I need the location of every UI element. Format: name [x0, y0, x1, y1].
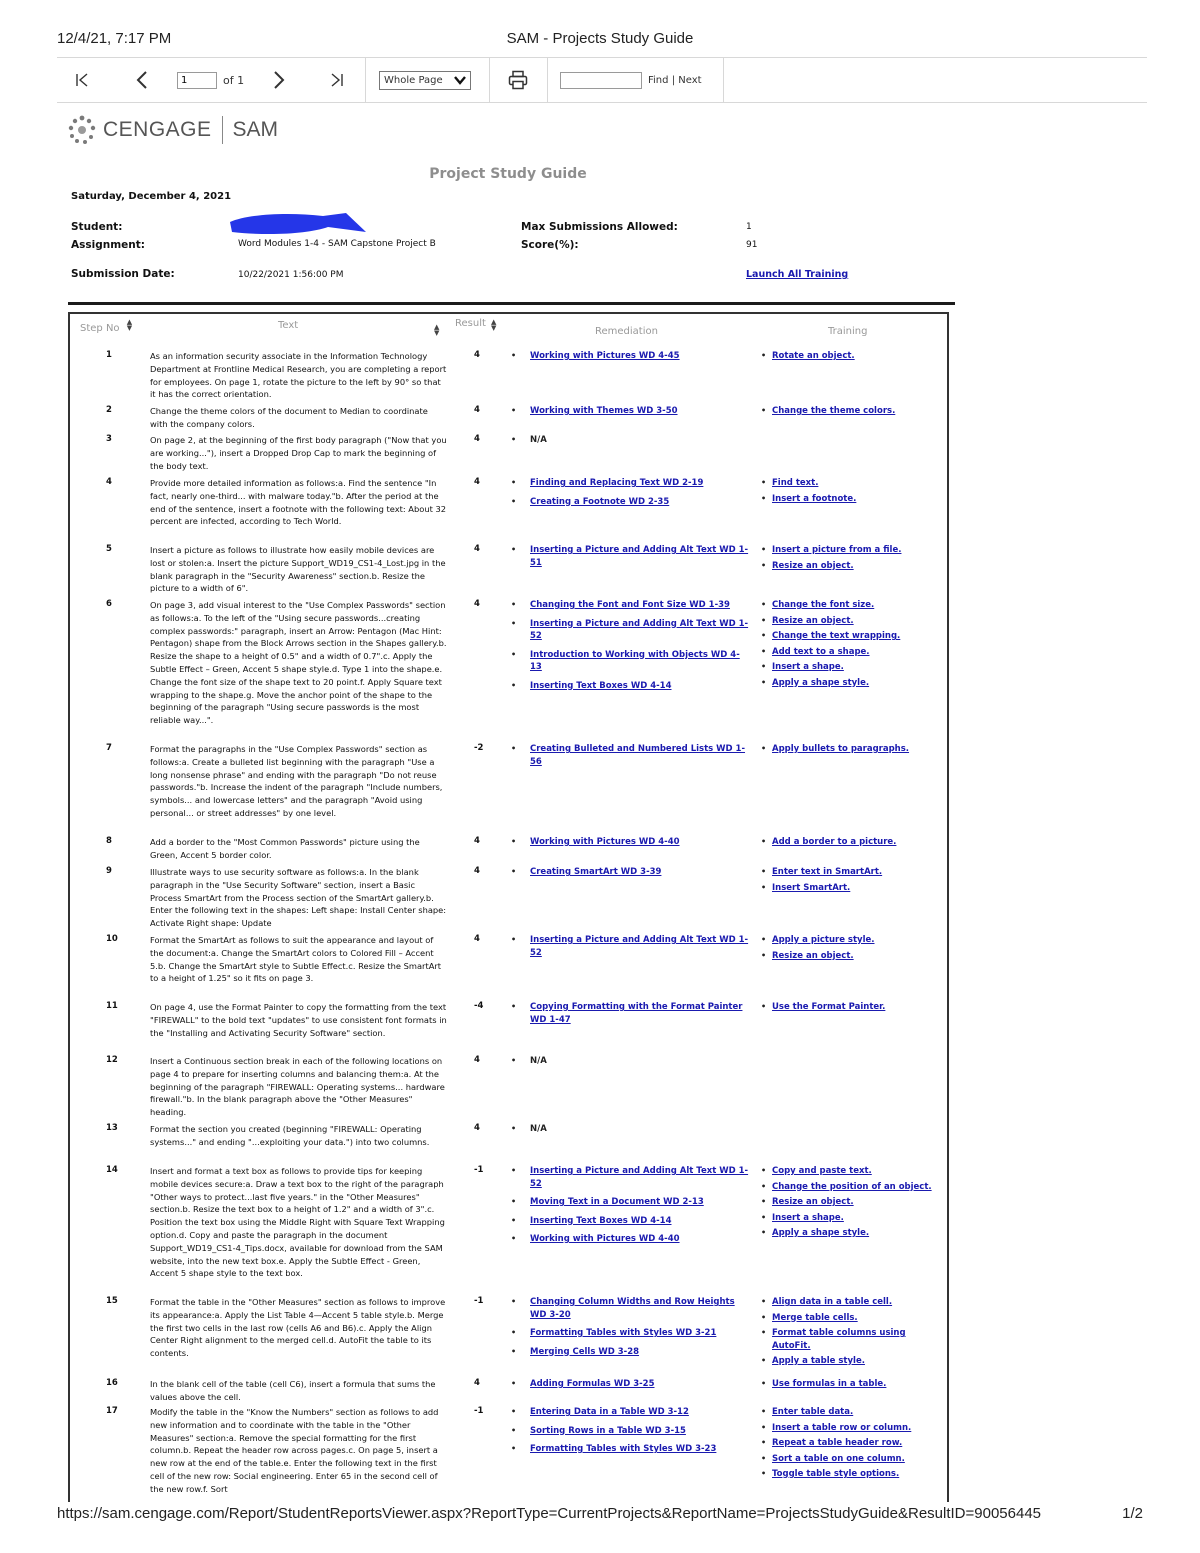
- remediation-link[interactable]: • Copying Formatting with the Format Painter WD 1-47: [511, 1002, 743, 1025]
- assignment-value: Word Modules 1-4 - SAM Capstone Project B: [238, 239, 436, 249]
- step-number: 6: [106, 599, 112, 609]
- brand-cengage: CENGAGE: [103, 118, 212, 141]
- step-result: 4: [474, 836, 480, 846]
- training-link[interactable]: • Use the Format Painter.: [761, 1002, 886, 1012]
- bullet-icon: •: [511, 545, 517, 554]
- training-link[interactable]: • Enter table data.: [761, 1407, 854, 1417]
- training-link[interactable]: • Format table columns using AutoFit.: [761, 1328, 906, 1351]
- bullet-icon: •: [511, 600, 517, 609]
- bullet-icon: •: [511, 1425, 517, 1435]
- bullet-icon: •: [511, 496, 517, 506]
- chevron-down-icon: [454, 76, 466, 85]
- step-text: Provide more detailed information as follows:a. Find the sentence "In fact, nearly one-third... with malware today."b. After the period at the end of the sentence, insert a footnote with the following text: About 32 percent are infected, according to Tech World.: [150, 478, 447, 527]
- page-number-group: [177, 58, 244, 102]
- first-page-icon: [75, 73, 89, 87]
- bullet-icon: •: [761, 1297, 767, 1306]
- remediation-link[interactable]: • Formatting Tables with Styles WD 3-23: [511, 1444, 717, 1454]
- bullet-icon: •: [761, 1197, 767, 1206]
- remediation-cell: [510, 1378, 750, 1397]
- training-link[interactable]: • Apply a table style.: [761, 1356, 865, 1366]
- remediation-cell: [510, 405, 750, 424]
- bullet-icon: •: [761, 615, 767, 625]
- sort-icon[interactable]: ▲ ▼: [491, 318, 497, 332]
- step-text: On page 4, use the Format Painter to copy the formatting from the text "FIREWALL" to the bold text "updates" to use consistent font formats in the "Installing and Activating Security Software" section.: [150, 1002, 447, 1038]
- remediation-link[interactable]: • Creating SmartArt WD 3-39: [511, 867, 662, 877]
- step-result: -1: [474, 1406, 484, 1416]
- training-link[interactable]: • Change the theme colors.: [761, 406, 896, 416]
- training-link[interactable]: • Apply bullets to paragraphs.: [761, 744, 910, 754]
- next-link[interactable]: Next: [678, 74, 702, 86]
- training-link[interactable]: • Insert a shape.: [761, 1212, 844, 1223]
- remediation-cell: [510, 1165, 750, 1252]
- max-submissions-value: 1: [746, 222, 752, 232]
- step-result: 4: [474, 599, 480, 609]
- bullet-icon: •: [761, 677, 767, 687]
- bullet-icon: •: [761, 1453, 767, 1463]
- step-number: 2: [106, 405, 112, 415]
- training-link[interactable]: • Apply a picture style.: [761, 935, 875, 945]
- remediation-cell: [510, 1055, 750, 1074]
- step-text: Format the paragraphs in the "Use Complex Passwords" section as follows:a. Create a bulleted list beginning with the paragraph "Use a long nonsense phrase" and ending with the paragraph "Do not reuse passwords."b. Increase the indent of the paragraph "Include numbers, symbols... and lowercase letters" and the paragraph "Avoid using personal... or street addresses" by one level.: [150, 744, 443, 818]
- remediation-na: • N/A: [511, 1124, 547, 1134]
- training-cell: [760, 1378, 940, 1394]
- find-link[interactable]: Find: [648, 74, 669, 86]
- training-link[interactable]: • Repeat a table header row.: [761, 1438, 903, 1448]
- training-link[interactable]: • Apply a shape style.: [761, 1228, 870, 1238]
- bullet-icon: •: [761, 837, 767, 846]
- step-text: Insert and format a text box as follows to provide tips for keeping mobile devices secure:a. Draw a text box to the right of the paragraph "Other ways to protect...last five years." in the "Other Measures" section.b. Resize the text box to a height of 1.2" and a width of 3".c. Position the text box using the Middle Right with Square Text Wrapping option.d. Copy and paste the paragraph in the document Support_WD19_CS1-4_Tips.docx, available for download from the SAM website, into the new text box.e. Apply the Subtle Effect - Green, Accent 5 shape style to the text box.: [150, 1166, 445, 1279]
- bullet-icon: •: [511, 1297, 517, 1306]
- bullet-icon: •: [511, 1002, 517, 1011]
- remediation-link[interactable]: • Inserting a Picture and Adding Alt Text WD 1-52: [511, 618, 749, 641]
- sort-icon[interactable]: ▲ ▼: [434, 323, 440, 337]
- bullet-icon: •: [761, 478, 767, 487]
- training-link[interactable]: • Insert a footnote.: [761, 493, 857, 504]
- bullet-icon: •: [511, 649, 517, 659]
- last-page-button[interactable]: [320, 58, 354, 102]
- remediation-cell: [510, 350, 750, 369]
- training-link[interactable]: • Resize an object.: [761, 1197, 854, 1207]
- next-page-button[interactable]: [262, 58, 296, 102]
- bullet-icon: •: [511, 1346, 517, 1356]
- find-input[interactable]: [560, 72, 642, 89]
- training-link[interactable]: • Insert a shape.: [761, 662, 844, 672]
- training-link[interactable]: • Insert SmartArt.: [761, 882, 851, 893]
- training-link[interactable]: • Copy and paste text.: [761, 1166, 872, 1176]
- training-link[interactable]: • Apply a shape style.: [761, 677, 870, 688]
- step-result: 4: [474, 1055, 480, 1065]
- step-text: Add a border to the "Most Common Passwords" picture using the Green, Accent 5 border color.: [150, 837, 420, 860]
- remediation-cell: [510, 866, 750, 885]
- printer-icon: [508, 70, 528, 90]
- training-cell: [760, 866, 940, 897]
- launch-all-training-link[interactable]: Launch All Training: [746, 269, 849, 280]
- remediation-link[interactable]: • Inserting a Picture and Adding Alt Text WD 1-52: [511, 1166, 749, 1189]
- bullet-icon: •: [761, 935, 767, 944]
- remediation-link[interactable]: • Finding and Replacing Text WD 2-19: [511, 478, 704, 488]
- remediation-cell: [510, 934, 750, 965]
- training-cell: [760, 1001, 940, 1017]
- submission-date-value: 10/22/2021 1:56:00 PM: [238, 270, 344, 280]
- bullet-icon: •: [511, 1197, 517, 1206]
- assignment-label: Assignment:: [71, 239, 145, 251]
- print-title: SAM - Projects Study Guide: [506, 30, 694, 47]
- training-link[interactable]: • Find text.: [761, 478, 819, 488]
- column-header-remediation: Remediation: [595, 326, 658, 337]
- remediation-cell: [510, 434, 750, 453]
- print-page-number: 1/2: [1122, 1505, 1143, 1522]
- step-number: 11: [106, 1001, 118, 1011]
- score-label: Score(%):: [521, 239, 579, 251]
- training-link[interactable]: • Enter text in SmartArt.: [761, 867, 883, 877]
- remediation-link[interactable]: • Adding Formulas WD 3-25: [511, 1379, 655, 1389]
- training-cell: [760, 934, 940, 965]
- training-link[interactable]: • Change the font size.: [761, 600, 875, 610]
- column-header-result[interactable]: Result: [455, 318, 486, 329]
- training-link[interactable]: • Resize an object.: [761, 560, 854, 571]
- training-link[interactable]: • Resize an object.: [761, 615, 854, 626]
- bullet-icon: •: [511, 867, 517, 876]
- bullet-icon: •: [761, 867, 767, 876]
- bullet-icon: •: [511, 1124, 517, 1133]
- step-result: 4: [474, 1378, 480, 1388]
- training-link[interactable]: • Align data in a table cell.: [761, 1297, 893, 1307]
- training-cell: [760, 1406, 940, 1484]
- training-link[interactable]: • Rotate an object.: [761, 351, 855, 361]
- remediation-link[interactable]: • Creating Bulleted and Numbered Lists WD 1-56: [511, 744, 746, 767]
- training-cell: [760, 477, 940, 508]
- training-cell: [760, 599, 940, 692]
- remediation-na: • N/A: [511, 1056, 547, 1066]
- bullet-icon: •: [511, 1328, 517, 1337]
- previous-page-button[interactable]: [125, 58, 159, 102]
- training-cell: [760, 350, 940, 366]
- training-cell: [760, 1165, 940, 1243]
- column-header-text[interactable]: Text: [278, 320, 299, 331]
- step-result: 4: [474, 934, 480, 944]
- report-date: Saturday, December 4, 2021: [71, 191, 232, 202]
- find-group: [560, 58, 702, 102]
- step-text: Format the table in the "Other Measures" section as follows to improve its appearance:a. Apply the List Table 4—Accent 5 table style.b. Merge the first two cells in the last row (cells A6 and B6).c. Apply the Align Center Right alignment to the merged cell.d. AutoFit the table to its contents.: [150, 1297, 446, 1359]
- remediation-link[interactable]: • Creating a Footnote WD 2-35: [511, 496, 670, 507]
- sort-icon: ▲ ▼: [126, 318, 133, 332]
- remediation-cell: [510, 1296, 750, 1364]
- step-result: -2: [474, 743, 484, 753]
- bullet-icon: •: [511, 1444, 517, 1453]
- step-result: 4: [474, 477, 480, 487]
- bullet-icon: •: [761, 1328, 767, 1337]
- step-text: Insert a Continuous section break in each of the following locations on page 4 to prepare for inserting columns and balancing them:a. At the beginning of the paragraph "FIREWALL: Operating systems... hardware firewall."b. In the blank paragraph above the "Other Measures" heading.: [150, 1056, 445, 1118]
- bullet-icon: •: [511, 1234, 517, 1243]
- remediation-link[interactable]: • Merging Cells WD 3-28: [511, 1346, 640, 1357]
- page-number-input[interactable]: [177, 72, 217, 89]
- remediation-link[interactable]: • Working with Pictures WD 4-40: [511, 837, 680, 847]
- print-header: [57, 30, 1143, 50]
- remediation-link[interactable]: • Changing the Font and Font Size WD 1-39: [511, 600, 730, 610]
- cengage-logo-icon: [67, 115, 97, 145]
- step-text: Change the theme colors of the document to Median to coordinate with the company colors.: [150, 406, 428, 429]
- step-text: As an information security associate in the Information Technology Department at Frontline Medical Research, you are completing a report for employees. On page 1, rotate the picture to the left by 90° so that it has the correct orientation.: [150, 351, 447, 400]
- remediation-link[interactable]: • Formatting Tables with Styles WD 3-21: [511, 1328, 717, 1338]
- step-number: 1: [106, 350, 112, 360]
- training-cell: [760, 836, 940, 852]
- bullet-icon: •: [761, 662, 767, 671]
- step-text: On page 2, at the beginning of the first body paragraph ("Now that you are working..."), insert a Dropped Drop Cap to mark the beginning of the body text.: [150, 435, 447, 471]
- training-cell: [760, 1296, 940, 1371]
- step-number: 17: [106, 1406, 118, 1416]
- remediation-link[interactable]: • Changing Column Widths and Row Heights WD 3-20: [511, 1297, 735, 1320]
- page-count-label: of 1: [223, 73, 245, 87]
- training-link[interactable]: • Resize an object.: [761, 950, 854, 961]
- step-text: Format the SmartArt as follows to suit the appearance and layout of the document:a. Change the SmartArt colors to Colored Fill – Accent 5.b. Change the SmartArt style to Subtle Effect.c. Resize the SmartArt to a height of 1.25" so it fits on page 3.: [150, 935, 442, 984]
- remediation-link[interactable]: • Sorting Rows in a Table WD 3-15: [511, 1425, 686, 1436]
- score-value: 91: [746, 240, 758, 250]
- print-button[interactable]: [503, 58, 533, 102]
- remediation-link[interactable]: • Entering Data in a Table WD 3-12: [511, 1407, 689, 1417]
- bullet-icon: •: [761, 1181, 767, 1191]
- training-link[interactable]: • Sort a table on one column.: [761, 1453, 905, 1464]
- step-result: 4: [474, 350, 480, 360]
- step-result: 4: [474, 405, 480, 415]
- print-datetime: 12/4/21, 7:17 PM: [57, 30, 172, 47]
- study-guide-table: [68, 312, 949, 1502]
- remediation-na: • N/A: [511, 435, 547, 445]
- print-url: https://sam.cengage.com/Report/StudentReportsViewer.aspx?ReportType=CurrentProjects&ReportName=ProjectsStudyGuide&ResultID=90056445: [57, 1505, 1042, 1522]
- remediation-cell: [510, 1001, 750, 1032]
- print-footer: [57, 1505, 1143, 1525]
- remediation-cell: [510, 1123, 750, 1142]
- remediation-cell: [510, 1406, 750, 1462]
- bullet-icon: •: [761, 1212, 767, 1222]
- report-title: Project Study Guide: [429, 166, 587, 182]
- training-link[interactable]: • Use formulas in a table.: [761, 1379, 887, 1389]
- bullet-icon: •: [511, 618, 517, 628]
- training-link[interactable]: • Change the position of an object.: [761, 1181, 932, 1192]
- step-number: 10: [106, 934, 118, 944]
- step-number: 13: [106, 1123, 118, 1133]
- step-number: 9: [106, 866, 112, 876]
- bullet-icon: •: [761, 631, 767, 640]
- training-cell: [760, 405, 940, 421]
- bullet-icon: •: [511, 1056, 517, 1065]
- bullet-icon: •: [511, 406, 517, 415]
- bullet-icon: •: [511, 837, 517, 846]
- submission-date-label: Submission Date:: [71, 268, 175, 280]
- bullet-icon: •: [761, 351, 767, 360]
- bullet-icon: •: [761, 1228, 767, 1237]
- remediation-link[interactable]: • Moving Text in a Document WD 2-13: [511, 1197, 704, 1207]
- bullet-icon: •: [761, 560, 767, 570]
- bullet-icon: •: [761, 1469, 767, 1478]
- remediation-cell: [510, 743, 750, 774]
- step-number: 16: [106, 1378, 118, 1388]
- step-result: 4: [474, 866, 480, 876]
- remediation-cell: [510, 477, 750, 514]
- remediation-link[interactable]: • Inserting Text Boxes WD 4-14: [511, 680, 672, 691]
- training-link[interactable]: • Toggle table style options.: [761, 1469, 900, 1479]
- header-divider: [68, 302, 955, 305]
- step-result: 4: [474, 544, 480, 554]
- remediation-link[interactable]: • Working with Pictures WD 4-40: [511, 1234, 680, 1244]
- remediation-cell: [510, 544, 750, 575]
- step-result: -1: [474, 1165, 484, 1175]
- step-text: Illustrate ways to use security software as follows:a. In the blank paragraph in the "Use Security Software" section, insert a Basic Process SmartArt from the Process section of the SmartArt gallery.b. Enter the following text in the shapes: Left shape: Install Center shape: Activate Right shape: Update: [150, 867, 447, 929]
- training-cell: [760, 544, 940, 575]
- step-text: In the blank cell of the table (cell C6), insert a formula that sums the values above the cell.: [150, 1379, 436, 1402]
- remediation-cell: [510, 836, 750, 855]
- bullet-icon: •: [511, 1166, 517, 1175]
- zoom-control: [379, 58, 471, 102]
- step-text: Modify the table in the "Know the Numbers" section as follows to add new information and to coordinate with the table in the "Other Measures" section:a. Remove the special formatting for the first column.b. Repeat the header row across pages.c. On page 5, insert a new row at the end of the table.e. Enter the following text in the first cell of the new row: Social engineering. Enter 65 in the second cell of the new row.f. Sort: [150, 1407, 439, 1494]
- bullet-icon: •: [761, 600, 767, 609]
- column-header-training: Training: [828, 326, 868, 337]
- bullet-icon: •: [761, 1166, 767, 1175]
- training-link[interactable]: • Change the text wrapping.: [761, 631, 901, 641]
- bullet-icon: •: [761, 1422, 767, 1432]
- training-link[interactable]: • Insert a picture from a file.: [761, 545, 902, 555]
- step-number: 12: [106, 1055, 118, 1065]
- bullet-icon: •: [511, 478, 517, 487]
- step-text: Insert a picture as follows to illustrate how easily mobile devices are lost or stolen:a. Insert the picture Support_WD19_CS1-4_Lost.jpg in the blank paragraph in the "Security Awareness" section.b. Resize the picture to a width of 6".: [150, 545, 446, 594]
- brand-sam: SAM: [232, 118, 279, 141]
- step-result: -1: [474, 1296, 484, 1306]
- bullet-icon: •: [761, 1312, 767, 1322]
- cengage-sam-logo: [67, 114, 278, 146]
- bullet-icon: •: [761, 493, 767, 503]
- bullet-icon: •: [511, 435, 517, 444]
- bullet-icon: •: [761, 1379, 767, 1388]
- chevron-left-icon: [135, 71, 149, 89]
- column-header-step[interactable]: Step No ▲ ▼: [80, 318, 133, 334]
- step-text: Format the section you created (beginning "FIREWALL: Operating systems..." and ending "...exploiting your data.") into two columns.: [150, 1124, 430, 1147]
- bullet-icon: •: [761, 545, 767, 554]
- remediation-link[interactable]: • Inserting a Picture and Adding Alt Text WD 1-51: [511, 545, 749, 568]
- bullet-icon: •: [511, 1407, 517, 1416]
- step-number: 15: [106, 1296, 118, 1306]
- step-number: 5: [106, 544, 112, 554]
- bullet-icon: •: [761, 1356, 767, 1365]
- zoom-value: Whole Page: [384, 74, 443, 86]
- chevron-right-icon: [272, 71, 286, 89]
- student-label: Student:: [71, 221, 123, 233]
- bullet-icon: •: [511, 1215, 517, 1225]
- first-page-button[interactable]: [65, 58, 99, 102]
- step-number: 14: [106, 1165, 118, 1175]
- max-submissions-label: Max Submissions Allowed:: [521, 221, 678, 233]
- remediation-cell: [510, 599, 750, 698]
- find-separator: |: [671, 74, 676, 86]
- training-cell: [760, 743, 940, 759]
- remediation-link[interactable]: • Introduction to Working with Objects WD 4-13: [511, 649, 740, 672]
- training-link[interactable]: • Add a border to a picture.: [761, 837, 897, 847]
- bullet-icon: •: [761, 1438, 767, 1447]
- step-result: -4: [474, 1001, 484, 1011]
- step-number: 7: [106, 743, 112, 753]
- step-number: 3: [106, 434, 112, 444]
- training-link[interactable]: • Insert a table row or column.: [761, 1422, 912, 1433]
- remediation-link[interactable]: • Inserting Text Boxes WD 4-14: [511, 1215, 672, 1226]
- step-text: On page 3, add visual interest to the "Use Complex Passwords" section as follows:a. To the left of the "Using secure passwords...creating complex passwords:" paragraph, insert an Arrow: Pentagon (Mac Hint: Pentagon) shape from the Block Arrows section in the Shapes gallery.b. Resize the shape to a height of 0.5" and a width of 0.7".c. Apply the Subtle Effect – Green, Accent 5 shape style.d. Type 1 into the shape.e. Change the font size of the shape text to 20 point.f. Apply Square text wrapping to the shape.g. Move the anchor point of the shape to the beginning of the paragraph "Using secure passwords is the most reliable way...".: [150, 600, 447, 726]
- step-number: 4: [106, 477, 112, 487]
- bullet-icon: •: [511, 351, 517, 360]
- bullet-icon: •: [511, 680, 517, 690]
- remediation-link[interactable]: • Working with Themes WD 3-50: [511, 406, 678, 416]
- bullet-icon: •: [761, 950, 767, 960]
- training-link[interactable]: • Merge table cells.: [761, 1312, 858, 1323]
- step-result: 4: [474, 434, 480, 444]
- report-viewer-toolbar: [57, 57, 1147, 103]
- last-page-icon: [330, 73, 344, 87]
- bullet-icon: •: [761, 1002, 767, 1011]
- zoom-select[interactable]: [379, 71, 471, 90]
- remediation-link[interactable]: • Working with Pictures WD 4-45: [511, 351, 680, 361]
- bullet-icon: •: [511, 1379, 517, 1388]
- bullet-icon: •: [511, 744, 517, 753]
- bullet-icon: •: [761, 744, 767, 753]
- bullet-icon: •: [761, 646, 767, 656]
- training-link[interactable]: • Add text to a shape.: [761, 646, 870, 657]
- bullet-icon: •: [761, 406, 767, 415]
- bullet-icon: •: [761, 1407, 767, 1416]
- bullet-icon: •: [761, 882, 767, 892]
- bullet-icon: •: [511, 935, 517, 944]
- step-result: 4: [474, 1123, 480, 1133]
- step-number: 8: [106, 836, 112, 846]
- remediation-link[interactable]: • Inserting a Picture and Adding Alt Text WD 1-52: [511, 935, 749, 958]
- redacted-student-name: [228, 210, 368, 240]
